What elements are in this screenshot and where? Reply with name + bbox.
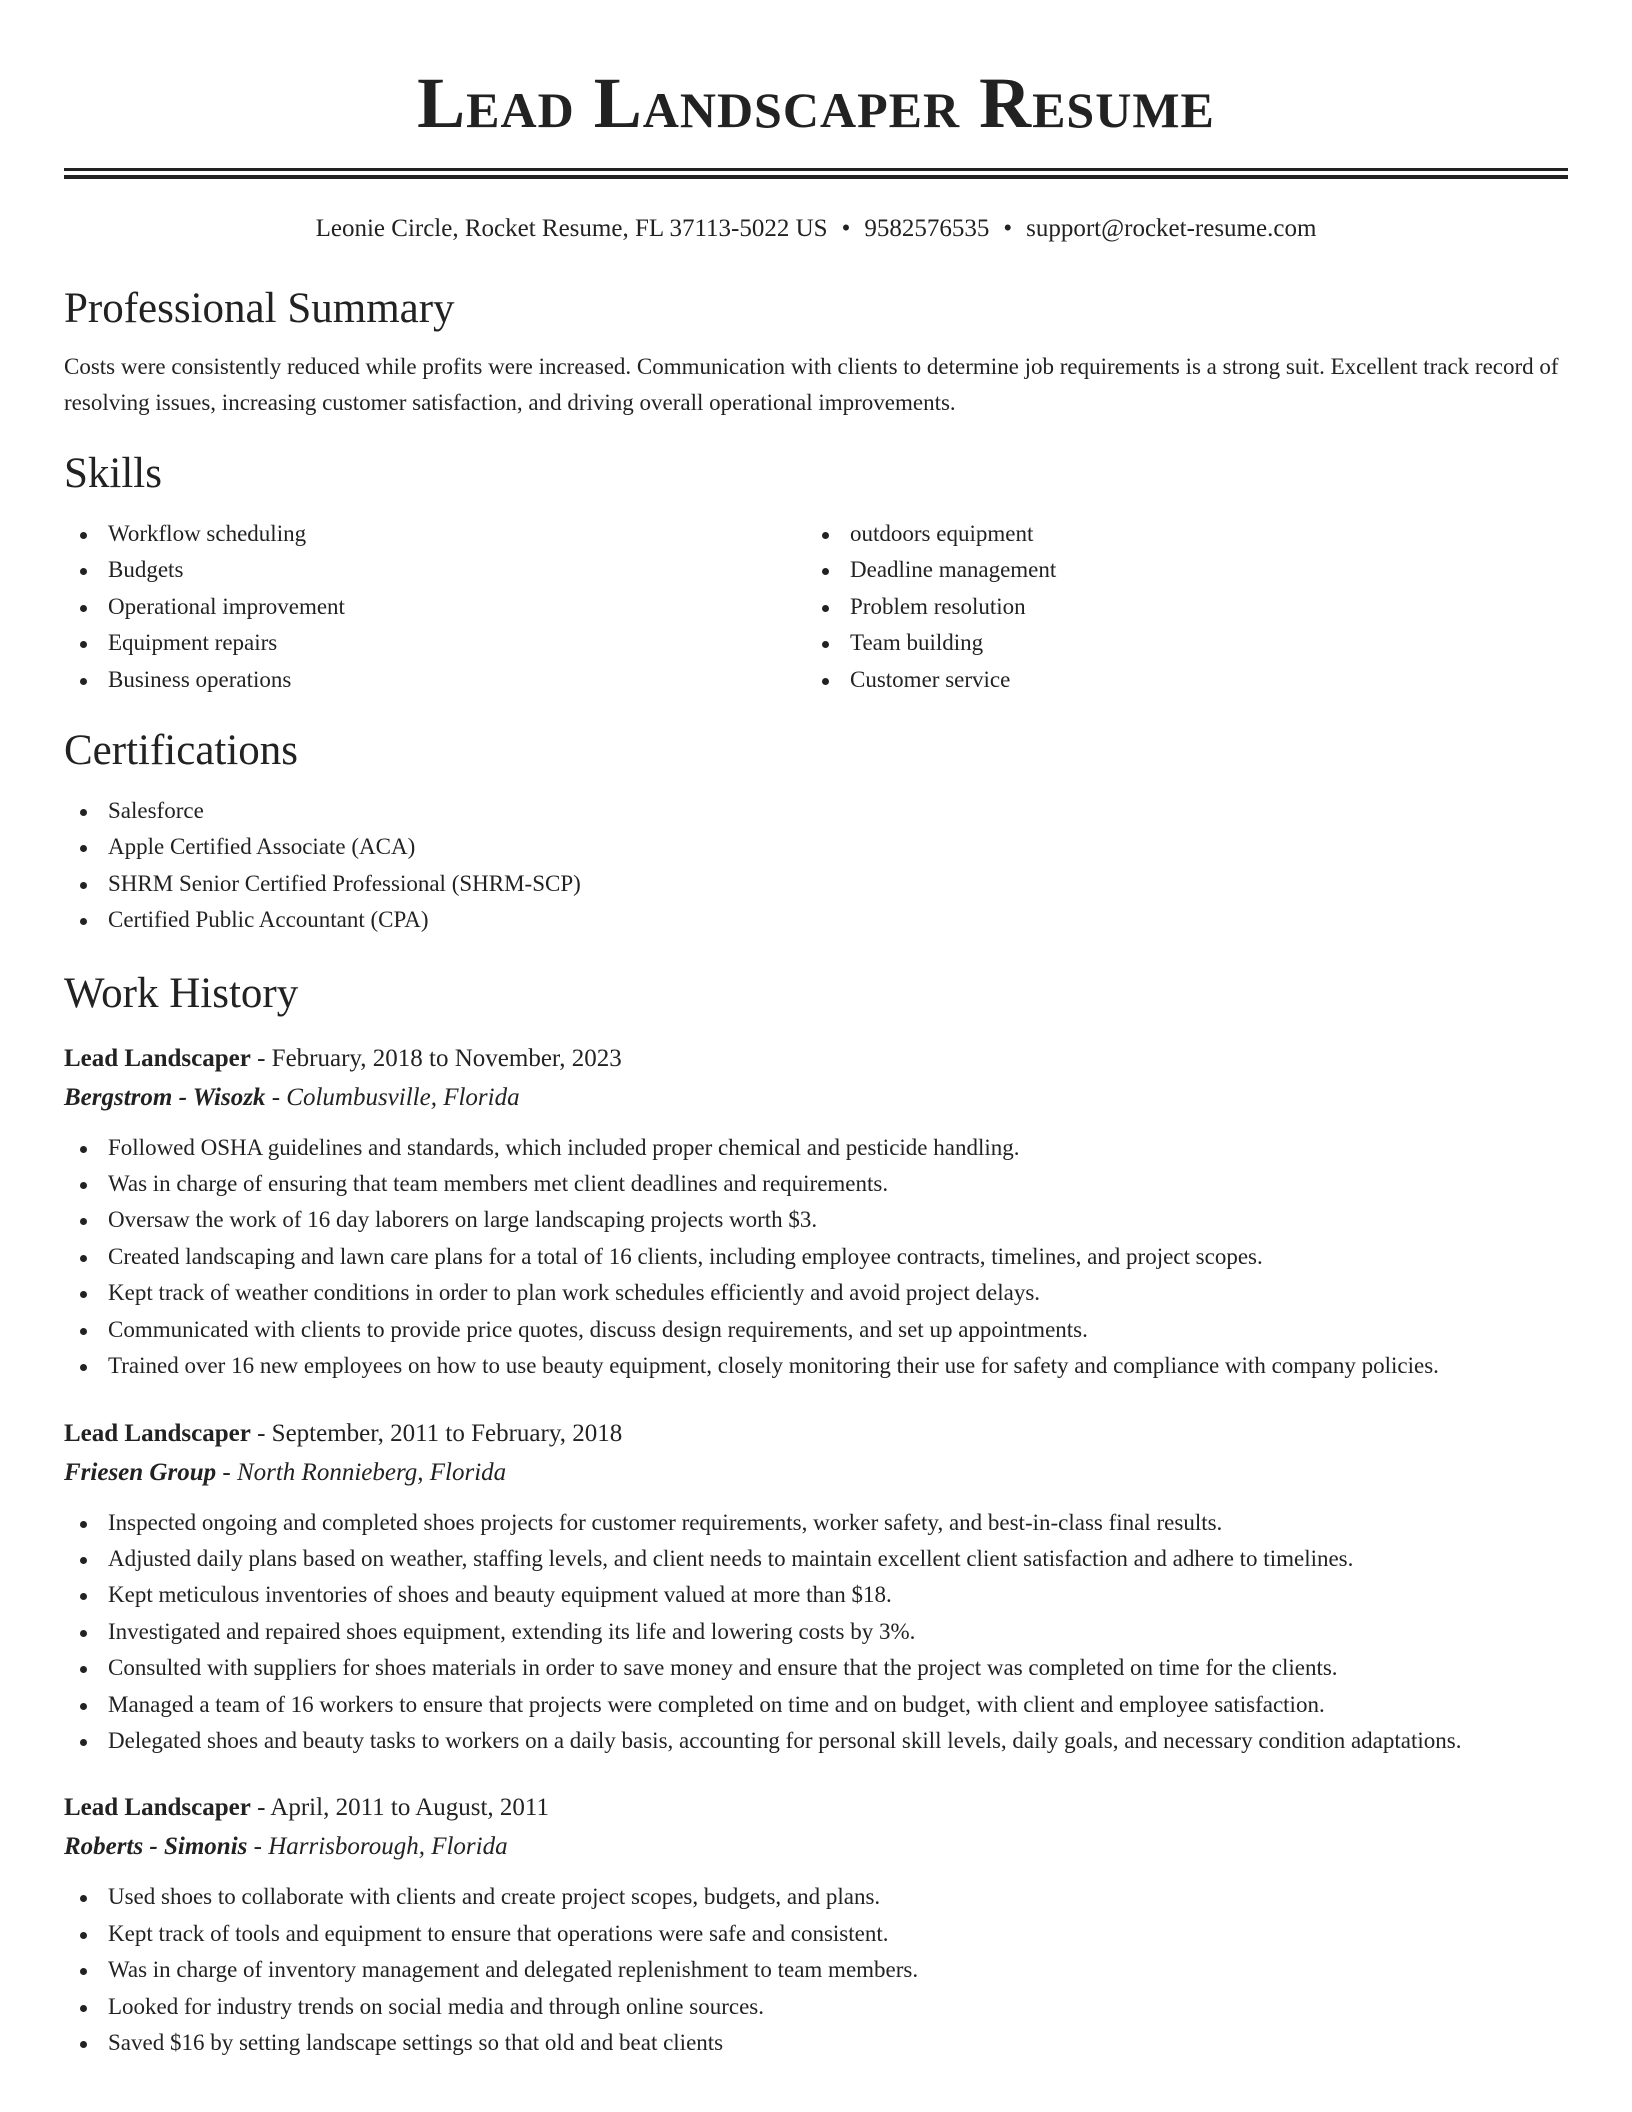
skill-item: Operational improvement	[64, 589, 806, 625]
job-dash: -	[250, 1794, 271, 1822]
summary-heading: Professional Summary	[64, 285, 455, 332]
certifications-section	[64, 725, 1568, 939]
job-bullet: Saved $16 by setting landscape settings so that old and beat clients	[64, 2025, 1568, 2061]
skill-item: Problem resolution	[806, 589, 1548, 625]
skill-item: Team building	[806, 625, 1548, 661]
job-bullet: Inspected ongoing and completed shoes projects for customer requirements, worker safety, and best-in-class final results.	[64, 1505, 1568, 1541]
job-dates: February, 2018 to November, 2023	[271, 1044, 622, 1072]
summary-section	[64, 283, 1568, 421]
job-title-line	[64, 1789, 1568, 1827]
job-entry	[64, 1415, 1568, 1760]
certification-item: SHRM Senior Certified Professional (SHRM-SCP)	[64, 866, 1568, 902]
title-divider	[64, 168, 1568, 179]
skill-item: Equipment repairs	[64, 625, 806, 661]
certifications-heading: Certifications	[64, 727, 299, 775]
certifications-list	[64, 793, 1568, 939]
job-location: North Ronnieberg, Florida	[236, 1458, 507, 1486]
contact-separator: •	[1003, 215, 1013, 242]
skill-item: Customer service	[806, 662, 1548, 698]
skill-item: Workflow scheduling	[64, 516, 806, 552]
work-history-section	[64, 968, 1568, 2062]
skills-list-right	[806, 516, 1548, 698]
job-dates: April, 2011 to August, 2011	[270, 1794, 550, 1822]
skill-item: Business operations	[64, 662, 806, 698]
job-company: Roberts - Simonis	[64, 1833, 248, 1861]
job-company-line	[64, 1827, 1568, 1867]
job-bullet: Managed a team of 16 workers to ensure that projects were completed on time and on budget, with client and employee satisfaction.	[64, 1687, 1568, 1723]
skills-section	[64, 448, 1568, 698]
job-bullet: Was in charge of ensuring that team members met client deadlines and requirements.	[64, 1166, 1568, 1202]
job-location: Harrisborough, Florida	[268, 1833, 508, 1861]
job-bullet: Followed OSHA guidelines and standards, which included proper chemical and pesticide handling.	[64, 1130, 1568, 1166]
job-bullet: Used shoes to collaborate with clients and create project scopes, budgets, and plans.	[64, 1879, 1568, 1915]
job-bullet: Consulted with suppliers for shoes materials in order to save money and ensure that the project was completed on time for the clients.	[64, 1650, 1568, 1686]
job-bullets	[64, 1505, 1568, 1760]
job-bullet: Kept track of tools and equipment to ensure that operations were safe and consistent.	[64, 1916, 1568, 1952]
job-dash: -	[265, 1083, 287, 1111]
job-title-line	[64, 1040, 1568, 1078]
job-bullets	[64, 1130, 1568, 1385]
certification-item: Salesforce	[64, 793, 1568, 829]
job-bullet: Kept track of weather conditions in order to plan work schedules efficiently and avoid project delays.	[64, 1275, 1568, 1311]
job-bullet: Investigated and repaired shoes equipment, extending its life and lowering costs by 3%.	[64, 1614, 1568, 1650]
job-entry	[64, 1040, 1568, 1385]
job-title: Lead Landscaper	[64, 1044, 251, 1072]
job-title: Lead Landscaper	[64, 1794, 251, 1822]
job-bullet: Created landscaping and lawn care plans for a total of 16 clients, including employee contracts, timelines, and project scopes.	[64, 1239, 1568, 1275]
contact-phone: 9582576535	[864, 215, 990, 242]
job-bullet: Communicated with clients to provide price quotes, discuss design requirements, and set up appointments.	[64, 1312, 1568, 1348]
job-bullet: Looked for industry trends on social media and through online sources.	[64, 1989, 1568, 2025]
job-bullet: Kept meticulous inventories of shoes and beauty equipment valued at more than $18.	[64, 1577, 1568, 1613]
job-bullet: Delegated shoes and beauty tasks to workers on a daily basis, accounting for personal skill levels, daily goals, and necessary condition adaptations.	[64, 1723, 1568, 1759]
job-dash: -	[250, 1419, 272, 1447]
skill-item: Budgets	[64, 552, 806, 588]
skills-heading: Skills	[64, 450, 162, 497]
job-company-line	[64, 1078, 1568, 1118]
work-history-heading: Work History	[64, 969, 299, 1017]
job-bullet: Adjusted daily plans based on weather, staffing levels, and client needs to maintain excellent client satisfaction and adhere to timelines.	[64, 1541, 1568, 1577]
certification-item: Certified Public Accountant (CPA)	[64, 902, 1568, 938]
resume-title: Lead Landscaper Resume	[417, 63, 1215, 143]
summary-text: Costs were consistently reduced while profits were increased. Communication with clients to determine job requirements is a strong suit. Excellent track record of resolving issues, increasing customer satisfaction, and driving overall operational improvements.	[64, 354, 1559, 415]
job-bullets	[64, 1879, 1568, 2061]
skills-list-left	[64, 516, 806, 698]
job-dash: -	[250, 1044, 272, 1072]
skill-item: outdoors equipment	[806, 516, 1548, 552]
job-location: Columbusville, Florida	[286, 1083, 520, 1111]
skills-grid	[64, 516, 1568, 698]
contact-email: support@rocket-resume.com	[1026, 215, 1317, 242]
job-company-line	[64, 1453, 1568, 1493]
job-bullet: Oversaw the work of 16 day laborers on large landscaping projects worth $3.	[64, 1202, 1568, 1238]
job-company: Friesen Group	[64, 1458, 217, 1486]
job-bullet: Was in charge of inventory management and delegated replenishment to team members.	[64, 1952, 1568, 1988]
contact-line	[64, 213, 1568, 245]
job-title: Lead Landscaper	[64, 1419, 251, 1447]
contact-address: Leonie Circle, Rocket Resume, FL 37113-5022 US	[315, 215, 828, 242]
job-title-line	[64, 1415, 1568, 1453]
contact-separator: •	[841, 215, 851, 242]
job-entry	[64, 1789, 1568, 2061]
job-dates: September, 2011 to February, 2018	[271, 1419, 623, 1447]
job-bullet: Trained over 16 new employees on how to use beauty equipment, closely monitoring their use for safety and compliance with company policies.	[64, 1348, 1568, 1384]
job-dash: -	[247, 1833, 269, 1861]
certification-item: Apple Certified Associate (ACA)	[64, 829, 1568, 865]
job-dash: -	[216, 1458, 237, 1486]
skill-item: Deadline management	[806, 552, 1548, 588]
job-company: Bergstrom - Wisozk	[64, 1083, 266, 1111]
